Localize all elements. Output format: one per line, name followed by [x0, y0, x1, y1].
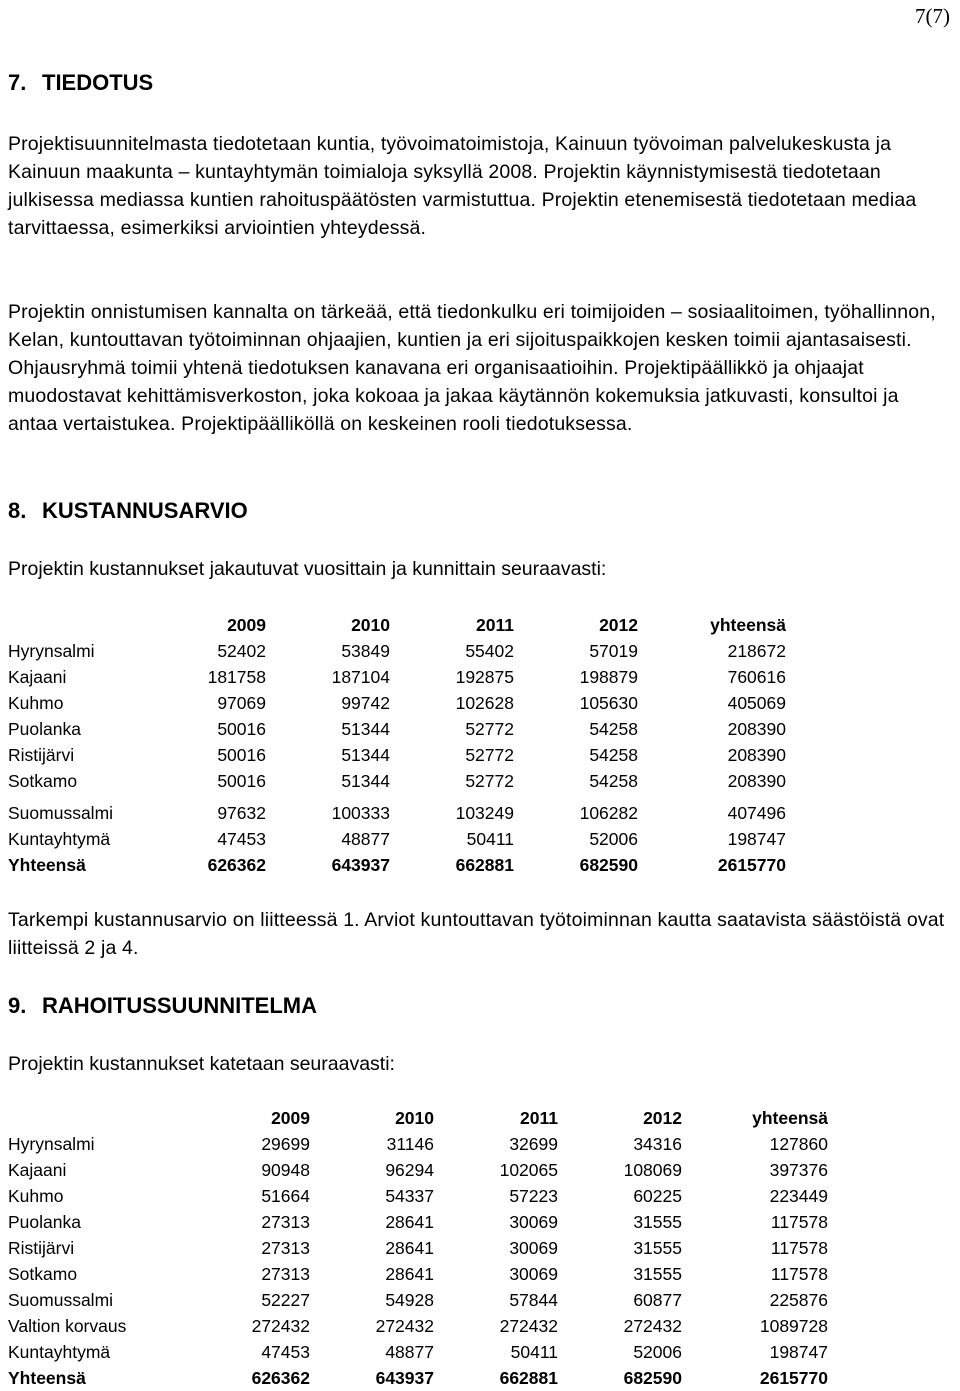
- table-header-row: [8, 612, 786, 638]
- table-cell: 52772: [465, 744, 514, 765]
- section-7-number: 7.: [8, 70, 27, 95]
- cost-estimate-table: [8, 612, 786, 878]
- table-cell: 127860: [769, 1133, 828, 1154]
- section-9-number: 9.: [8, 993, 27, 1018]
- table-cell: 27313: [261, 1211, 310, 1232]
- section-9-intro: Projektin kustannukset katetaan seuraavasti:: [8, 1053, 395, 1075]
- table-header: 2012: [643, 1107, 682, 1128]
- total-cell: 643937: [375, 1367, 434, 1388]
- section-8-intro: Projektin kustannukset jakautuvat vuosittain ja kunnittain seuraavasti:: [8, 558, 607, 580]
- table-cell: 30069: [509, 1263, 558, 1284]
- table-header: 2010: [395, 1107, 434, 1128]
- table-row: [8, 1131, 828, 1157]
- total-label: Yhteensä: [8, 1367, 86, 1388]
- table-cell: 50016: [217, 718, 266, 739]
- table-cell: 52006: [633, 1341, 682, 1362]
- table-cell: 105630: [579, 692, 638, 713]
- section-7-paragraph-2: Projektin onnistumisen kannalta on tärkeää, että tiedonkulku eri toimijoiden – sosiaalitoimen, työhallinnon, Kelan, kuntouttavan työtoiminnan ohjaajien, kuntien ja eri sijoituspaikkojen kesken toimii ajantasaisesti. Ohjausryhmä toimii yhtenä tiedotuksen kanavana eri organisaatioihin. Projektipäällikkö ja ohjaajat muodostavat kehittämisverkoston, joka kokoaa ja jakaa käytännön kokemuksia jatkuvasti, konsultoi ja antaa vertaistukea. Projektipäälliköllä on keskeinen rooli tiedotuksessa.: [8, 301, 936, 435]
- table-cell: 50016: [217, 770, 266, 791]
- table-cell: 51344: [341, 770, 390, 791]
- row-label: Valtion korvaus: [8, 1315, 127, 1336]
- table-cell: 1089728: [759, 1315, 828, 1336]
- table-row: [8, 664, 786, 690]
- table-cell: 117578: [770, 1237, 828, 1258]
- total-cell: 643937: [331, 854, 390, 875]
- table-row: [8, 794, 786, 826]
- section-9-heading: [8, 993, 317, 1019]
- total-cell: 2615770: [717, 854, 786, 875]
- table-row: [8, 1313, 828, 1339]
- table-cell: 208390: [727, 770, 786, 791]
- table-cell: 192875: [455, 666, 514, 687]
- table-cell: 52772: [465, 770, 514, 791]
- section-8-heading: [8, 498, 248, 524]
- table-cell: 50411: [466, 828, 514, 849]
- table-cell: 31555: [633, 1237, 682, 1258]
- table-cell: 28641: [385, 1263, 434, 1284]
- table-header: [8, 612, 148, 638]
- table-cell: 405069: [727, 692, 786, 713]
- section-8-note: Tarkempi kustannusarvio on liitteessä 1. Arviot kuntouttavan työtoiminnan kautta saatavista säästöistä ovat liitteissä 2 ja 4.: [8, 909, 945, 959]
- table-cell: 760616: [727, 666, 786, 687]
- row-label: Hyrynsalmi: [8, 1133, 95, 1154]
- table-row: [8, 768, 786, 794]
- table-row: [8, 1157, 828, 1183]
- table-cell: 53849: [341, 640, 390, 661]
- table-row: [8, 1235, 828, 1261]
- total-cell: 662881: [455, 854, 514, 875]
- table-cell: 47453: [261, 1341, 310, 1362]
- table-cell: 397376: [769, 1159, 828, 1180]
- row-label: Kajaani: [8, 666, 67, 687]
- table-cell: 181758: [207, 666, 266, 687]
- table-cell: 32699: [509, 1133, 558, 1154]
- table-cell: 50411: [510, 1341, 558, 1362]
- table-cell: 30069: [509, 1211, 558, 1232]
- table-cell: 272432: [375, 1315, 434, 1336]
- table-cell: 208390: [727, 718, 786, 739]
- table-cell: 117578: [770, 1263, 828, 1284]
- table-cell: 106282: [579, 802, 638, 823]
- table-cell: 50016: [217, 744, 266, 765]
- table-header: 2011: [520, 1107, 558, 1128]
- total-cell: 662881: [499, 1367, 558, 1388]
- table-header: 2009: [227, 614, 266, 635]
- table-cell: 31146: [386, 1133, 434, 1154]
- row-label: Ristijärvi: [8, 744, 75, 765]
- table-cell: 52006: [589, 828, 638, 849]
- table-cell: 57223: [509, 1185, 558, 1206]
- table-cell: 28641: [385, 1211, 434, 1232]
- table-cell: 97069: [217, 692, 266, 713]
- total-cell: 682590: [623, 1367, 682, 1388]
- table-cell: 96294: [385, 1159, 434, 1180]
- table-header: [8, 1105, 168, 1131]
- table-row: [8, 1209, 828, 1235]
- table-cell: 52402: [217, 640, 266, 661]
- table-cell: 28641: [385, 1237, 434, 1258]
- table-total-row: [8, 1365, 828, 1391]
- table-cell: 223449: [769, 1185, 828, 1206]
- table-cell: 103249: [455, 802, 514, 823]
- table-cell: 117578: [770, 1211, 828, 1232]
- table-header: yhteensä: [710, 614, 786, 635]
- table-cell: 218672: [727, 640, 786, 661]
- table-cell: 52227: [261, 1289, 310, 1310]
- table-header: 2010: [351, 614, 390, 635]
- row-label: Kuhmo: [8, 1185, 64, 1206]
- table-cell: 102628: [455, 692, 514, 713]
- total-cell: 626362: [251, 1367, 310, 1388]
- table-header: yhteensä: [752, 1107, 828, 1128]
- row-label: Suomussalmi: [8, 802, 114, 823]
- row-label: Kuhmo: [8, 692, 64, 713]
- table-cell: 54337: [385, 1185, 434, 1206]
- table-cell: 225876: [769, 1289, 828, 1310]
- table-cell: 27313: [261, 1237, 310, 1258]
- table-cell: 55402: [465, 640, 514, 661]
- table-cell: 31555: [633, 1263, 682, 1284]
- table-header-row: [8, 1105, 828, 1131]
- table-header: 2012: [599, 614, 638, 635]
- table-cell: 272432: [623, 1315, 682, 1336]
- table-cell: 100333: [331, 802, 390, 823]
- section-7-paragraph-1: Projektisuunnitelmasta tiedotetaan kuntia, työvoimatoimistoja, Kainuun työvoiman palvelukeskusta ja Kainuun maakunta – kuntayhtymän toimialoja syksyllä 2008. Projektin käynnistymisestä tiedotetaan julkisessa mediassa kuntien rahoituspäätösten varmistuttua. Projektin etenemisestä tiedotetaan mediaa tarvittaessa, esimerkiksi arviointien yhteydessä.: [8, 133, 917, 239]
- table-cell: 60877: [633, 1289, 682, 1310]
- table-cell: 57019: [589, 640, 638, 661]
- table-row: [8, 1339, 828, 1365]
- table-row: [8, 742, 786, 768]
- table-cell: 272432: [251, 1315, 310, 1336]
- section-7-title: TIEDOTUS: [42, 70, 154, 95]
- table-row: [8, 690, 786, 716]
- section-9-title: RAHOITUSSUUNNITELMA: [42, 993, 317, 1018]
- table-cell: 57844: [509, 1289, 558, 1310]
- table-cell: 187104: [331, 666, 390, 687]
- row-label: Hyrynsalmi: [8, 640, 95, 661]
- section-7-heading: [8, 70, 153, 96]
- table-cell: 198747: [727, 828, 786, 849]
- table-cell: 34316: [633, 1133, 682, 1154]
- table-header: 2011: [476, 614, 514, 635]
- table-row: [8, 638, 786, 664]
- table-cell: 54258: [589, 770, 638, 791]
- table-cell: 51664: [261, 1185, 310, 1206]
- total-cell: 682590: [579, 854, 638, 875]
- section-8-title: KUSTANNUSARVIO: [42, 498, 248, 523]
- table-row: [8, 826, 786, 852]
- table-cell: 90948: [261, 1159, 310, 1180]
- row-label: Sotkamo: [8, 1263, 78, 1284]
- total-cell: 2615770: [759, 1367, 828, 1388]
- table-cell: 29699: [261, 1133, 310, 1154]
- table-row: [8, 1287, 828, 1313]
- table-cell: 60225: [633, 1185, 682, 1206]
- table-header: 2009: [271, 1107, 310, 1128]
- table-cell: 27313: [261, 1263, 310, 1284]
- row-label: Suomussalmi: [8, 1289, 114, 1310]
- row-label: Sotkamo: [8, 770, 78, 791]
- table-row: [8, 1261, 828, 1287]
- table-cell: 54258: [589, 718, 638, 739]
- table-cell: 48877: [385, 1341, 434, 1362]
- table-cell: 54928: [385, 1289, 434, 1310]
- section-8-number: 8.: [8, 498, 27, 523]
- table-cell: 208390: [727, 744, 786, 765]
- page-number: 7(7): [915, 4, 950, 28]
- table-cell: 52772: [465, 718, 514, 739]
- row-label: Kuntayhtymä: [8, 828, 111, 849]
- table-cell: 51344: [341, 744, 390, 765]
- row-label: Kajaani: [8, 1159, 67, 1180]
- table-cell: 99742: [341, 692, 390, 713]
- table-cell: 97632: [217, 802, 266, 823]
- table-cell: 198879: [579, 666, 638, 687]
- table-cell: 51344: [341, 718, 390, 739]
- total-cell: 626362: [207, 854, 266, 875]
- row-label: Ristijärvi: [8, 1237, 75, 1258]
- table-cell: 30069: [509, 1237, 558, 1258]
- table-cell: 198747: [769, 1341, 828, 1362]
- table-cell: 47453: [217, 828, 266, 849]
- row-label: Puolanka: [8, 1211, 81, 1232]
- funding-plan-table: [8, 1105, 828, 1391]
- table-cell: 272432: [499, 1315, 558, 1336]
- table-row: [8, 1183, 828, 1209]
- table-cell: 54258: [589, 744, 638, 765]
- table-total-row: [8, 852, 786, 878]
- row-label: Puolanka: [8, 718, 81, 739]
- table-cell: 102065: [499, 1159, 558, 1180]
- row-label: Kuntayhtymä: [8, 1341, 111, 1362]
- total-label: Yhteensä: [8, 854, 86, 875]
- table-cell: 31555: [633, 1211, 682, 1232]
- table-row: [8, 716, 786, 742]
- table-cell: 108069: [623, 1159, 682, 1180]
- table-cell: 48877: [341, 828, 390, 849]
- table-cell: 407496: [727, 802, 786, 823]
